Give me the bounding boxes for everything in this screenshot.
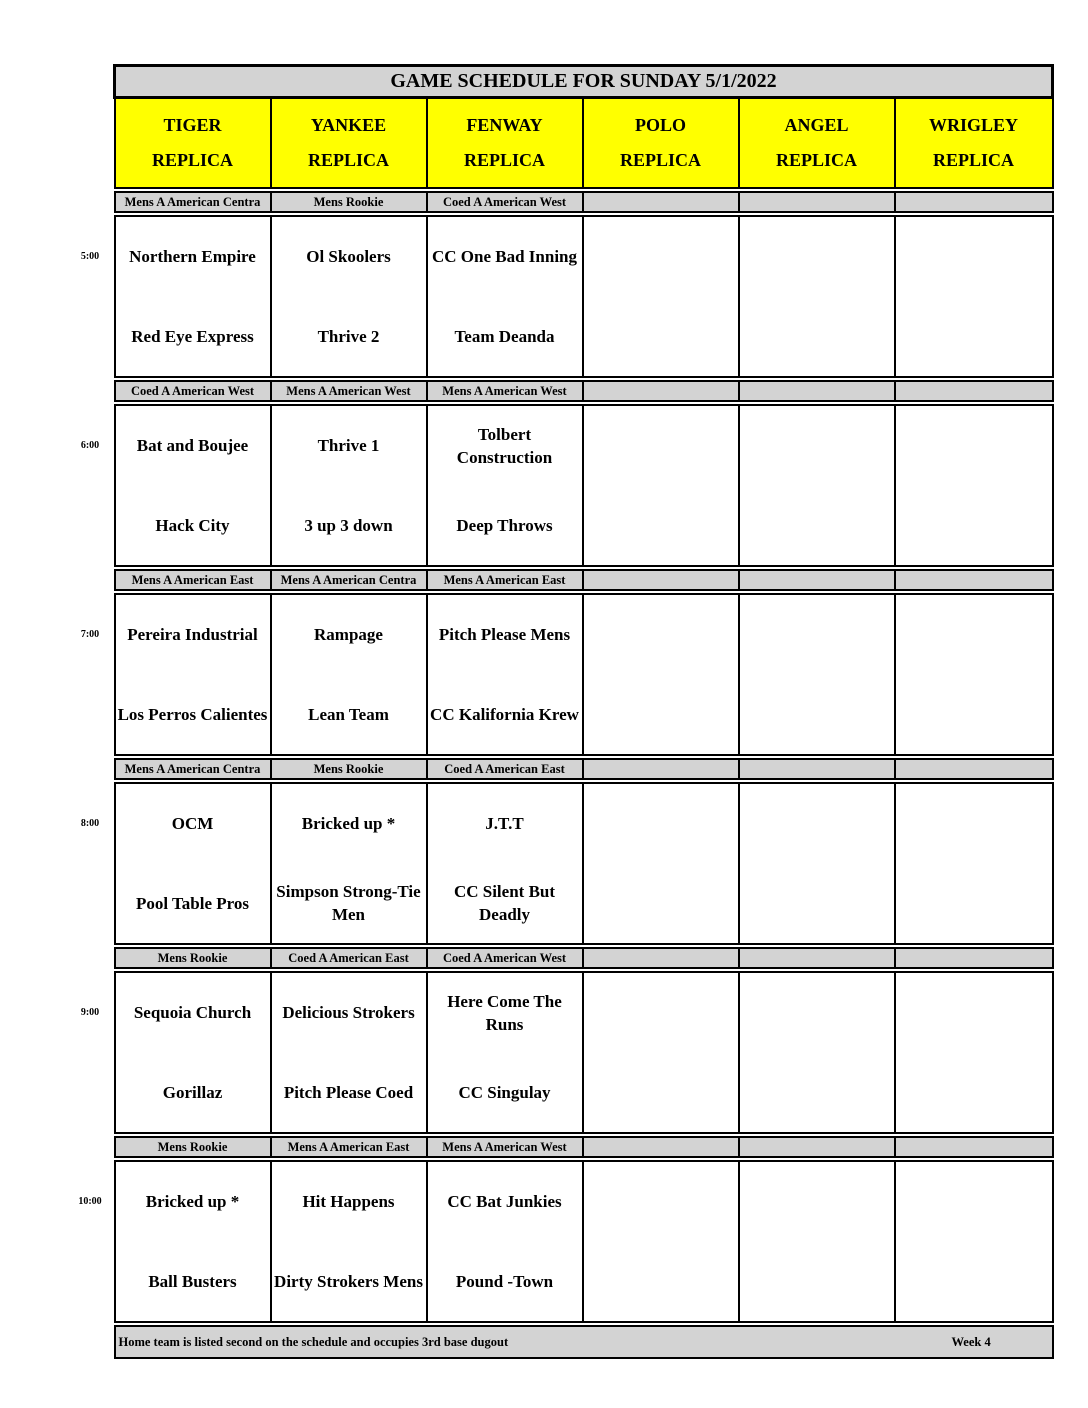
game-row [115, 216, 1053, 377]
field-type: REPLICA [463, 150, 545, 170]
home-team: Red Eye Express [131, 326, 254, 346]
home-team: Los Perros Calientes [117, 704, 268, 724]
division-label [739, 1137, 895, 1157]
away-team: Bricked up * [301, 814, 396, 834]
field-header-wrigley [895, 98, 1053, 189]
field-header-tiger [115, 98, 271, 189]
away-team [584, 217, 738, 297]
division-label: Mens A American East [427, 570, 583, 590]
game-cell [739, 783, 895, 944]
field-name: ANGEL [784, 115, 849, 135]
home-team [740, 1053, 894, 1133]
field-type: REPLICA [619, 150, 701, 170]
game-cell [583, 1161, 739, 1322]
division-label [895, 948, 1053, 968]
division-label [583, 570, 739, 590]
game-row [115, 594, 1053, 755]
away-team [896, 784, 1052, 864]
game-row [115, 405, 1053, 566]
division-label: Mens A American East [271, 1137, 427, 1157]
division-label: Mens A American West [271, 381, 427, 401]
away-team [740, 217, 894, 297]
game-row [115, 972, 1053, 1133]
away-team: OCM [171, 814, 214, 834]
field-name: POLO [634, 115, 686, 135]
away-team [896, 406, 1052, 486]
division-label [895, 759, 1053, 779]
home-team: Deep Throws [456, 515, 553, 535]
home-team: Team Deanda [454, 326, 555, 346]
game-cell [115, 783, 271, 944]
home-team [584, 675, 738, 755]
division-row [115, 192, 1053, 212]
game-cell [271, 405, 427, 566]
game-cell [271, 783, 427, 944]
division-label: Mens Rookie [271, 759, 427, 779]
away-team: CC Bat Junkies [447, 1192, 562, 1212]
division-label [895, 192, 1053, 212]
game-cell [115, 594, 271, 755]
home-team: CC Silent But Deadly [453, 882, 556, 925]
game-cell [583, 783, 739, 944]
game-cell [895, 1161, 1053, 1322]
home-team: CC Kalifornia Krew [430, 704, 579, 724]
home-team [740, 675, 894, 755]
away-team: J.T.T [485, 814, 524, 834]
division-label [583, 381, 739, 401]
away-team: Tolbert Construction [456, 424, 553, 467]
home-team [740, 297, 894, 377]
division-label: Mens A American Centra [115, 192, 271, 212]
away-team: CC One Bad Inning [431, 247, 578, 267]
home-team [896, 297, 1052, 377]
week-label: Week 4 [951, 1335, 991, 1349]
home-team: Pitch Please Coed [283, 1082, 414, 1102]
division-label: Mens Rookie [115, 1137, 271, 1157]
away-team: Rampage [314, 625, 383, 645]
schedule-title: GAME SCHEDULE FOR SUNDAY 5/1/2022 [115, 66, 1053, 98]
footer [115, 1326, 1053, 1358]
game-cell [583, 405, 739, 566]
time-label: 6:00 [80, 439, 100, 451]
home-team: Dirty Strokers Mens [274, 1271, 423, 1291]
game-cell [271, 216, 427, 377]
home-team [896, 675, 1052, 755]
away-team [584, 1162, 738, 1242]
division-label [895, 381, 1053, 401]
game-cell [271, 594, 427, 755]
game-cell [583, 972, 739, 1133]
schedule-table [113, 64, 1054, 1359]
away-team [584, 406, 738, 486]
division-label: Coed A American West [427, 192, 583, 212]
away-team: Delicious Strokers [282, 1003, 415, 1023]
home-team: Lean Team [308, 704, 389, 724]
game-cell [739, 1161, 895, 1322]
field-type: REPLICA [307, 150, 389, 170]
away-team [584, 595, 738, 675]
game-row [115, 1161, 1053, 1322]
home-team [896, 1242, 1052, 1322]
away-team [896, 973, 1052, 1053]
game-row [115, 783, 1053, 944]
division-row [115, 570, 1053, 590]
home-team: Simpson Strong-Tie Men [276, 882, 421, 925]
away-team: Ol Skoolers [306, 247, 391, 267]
field-type: REPLICA [775, 150, 857, 170]
game-cell [115, 972, 271, 1133]
home-team: Pound -Town [455, 1271, 554, 1291]
field-type: REPLICA [932, 150, 1014, 170]
away-team: Thrive 1 [317, 436, 380, 456]
game-cell [739, 216, 895, 377]
game-cell [739, 972, 895, 1133]
field-name: FENWAY [466, 115, 543, 135]
division-label [895, 570, 1053, 590]
home-team [740, 864, 894, 944]
away-team [740, 406, 894, 486]
home-team: Thrive 2 [317, 326, 380, 346]
game-cell [583, 216, 739, 377]
away-team: Bricked up * [145, 1192, 240, 1212]
game-cell [427, 972, 583, 1133]
away-team: Pitch Please Mens [438, 625, 571, 645]
division-label: Mens A American West [427, 1137, 583, 1157]
game-cell [427, 594, 583, 755]
field-header-fenway [427, 98, 583, 189]
game-cell [583, 594, 739, 755]
game-cell [895, 405, 1053, 566]
division-label: Mens Rookie [115, 948, 271, 968]
field-name: YANKEE [310, 115, 387, 135]
home-team: Pool Table Pros [135, 893, 250, 913]
division-label: Coed A American East [271, 948, 427, 968]
game-cell [895, 216, 1053, 377]
game-cell [115, 216, 271, 377]
away-team: Hit Happens [302, 1192, 395, 1212]
game-cell [427, 216, 583, 377]
away-team [896, 217, 1052, 297]
game-cell [427, 405, 583, 566]
away-team [896, 595, 1052, 675]
game-cell [115, 1161, 271, 1322]
away-team [740, 784, 894, 864]
home-team [896, 486, 1052, 566]
home-team: 3 up 3 down [304, 515, 393, 535]
home-team [584, 486, 738, 566]
division-label [583, 948, 739, 968]
division-label [583, 759, 739, 779]
away-team: Here Come The Runs [447, 991, 562, 1034]
schedule-sheet [113, 64, 1051, 1359]
away-team [896, 1162, 1052, 1242]
division-label: Mens A American West [427, 381, 583, 401]
game-cell [115, 405, 271, 566]
home-team [740, 486, 894, 566]
home-team: Gorillaz [162, 1082, 223, 1102]
time-label: 9:00 [80, 1006, 100, 1018]
away-team [740, 973, 894, 1053]
home-team [896, 1053, 1052, 1133]
division-label [739, 759, 895, 779]
away-team [740, 1162, 894, 1242]
home-team [584, 1242, 738, 1322]
division-label: Coed A American East [427, 759, 583, 779]
game-cell [427, 1161, 583, 1322]
game-cell [895, 972, 1053, 1133]
division-label: Coed A American West [427, 948, 583, 968]
game-cell [739, 594, 895, 755]
game-cell [271, 972, 427, 1133]
division-label [583, 1137, 739, 1157]
division-label: Mens A American East [115, 570, 271, 590]
division-label [895, 1137, 1053, 1157]
field-header-yankee [271, 98, 427, 189]
time-label: 5:00 [80, 250, 100, 262]
game-cell [739, 405, 895, 566]
division-row [115, 381, 1053, 401]
away-team: Sequoia Church [133, 1003, 252, 1023]
away-team [740, 595, 894, 675]
home-team [584, 1053, 738, 1133]
away-team: Pereira Industrial [127, 625, 258, 645]
field-name: WRIGLEY [928, 115, 1018, 135]
time-label: 10:00 [78, 1195, 102, 1207]
time-label: 7:00 [80, 628, 100, 640]
away-team [584, 973, 738, 1053]
division-label [739, 381, 895, 401]
division-row [115, 1137, 1053, 1157]
division-row [115, 759, 1053, 779]
away-team: Northern Empire [129, 247, 256, 267]
game-cell [895, 594, 1053, 755]
game-cell [427, 783, 583, 944]
division-label: Coed A American West [115, 381, 271, 401]
home-team: Hack City [155, 515, 230, 535]
field-name: TIGER [163, 115, 222, 135]
game-cell [895, 783, 1053, 944]
field-type: REPLICA [151, 150, 233, 170]
game-cell [271, 1161, 427, 1322]
division-label [739, 570, 895, 590]
division-label [583, 192, 739, 212]
division-label: Mens Rookie [271, 192, 427, 212]
home-team [740, 1242, 894, 1322]
field-header-polo [583, 98, 739, 189]
division-row [115, 948, 1053, 968]
home-team [584, 864, 738, 944]
division-label: Mens A American Centra [115, 759, 271, 779]
home-team: Ball Busters [148, 1271, 237, 1291]
home-team [584, 297, 738, 377]
division-label [739, 948, 895, 968]
away-team: Bat and Boujee [136, 436, 249, 456]
time-label: 8:00 [80, 817, 100, 829]
home-team: CC Singulay [458, 1082, 551, 1102]
division-label [739, 192, 895, 212]
home-team-note: Home team is listed second on the schedule and occupies 3rd base dugout [118, 1334, 509, 1349]
division-label: Mens A American Centra [271, 570, 427, 590]
field-header-angel [739, 98, 895, 189]
home-team [896, 864, 1052, 944]
away-team [584, 784, 738, 864]
